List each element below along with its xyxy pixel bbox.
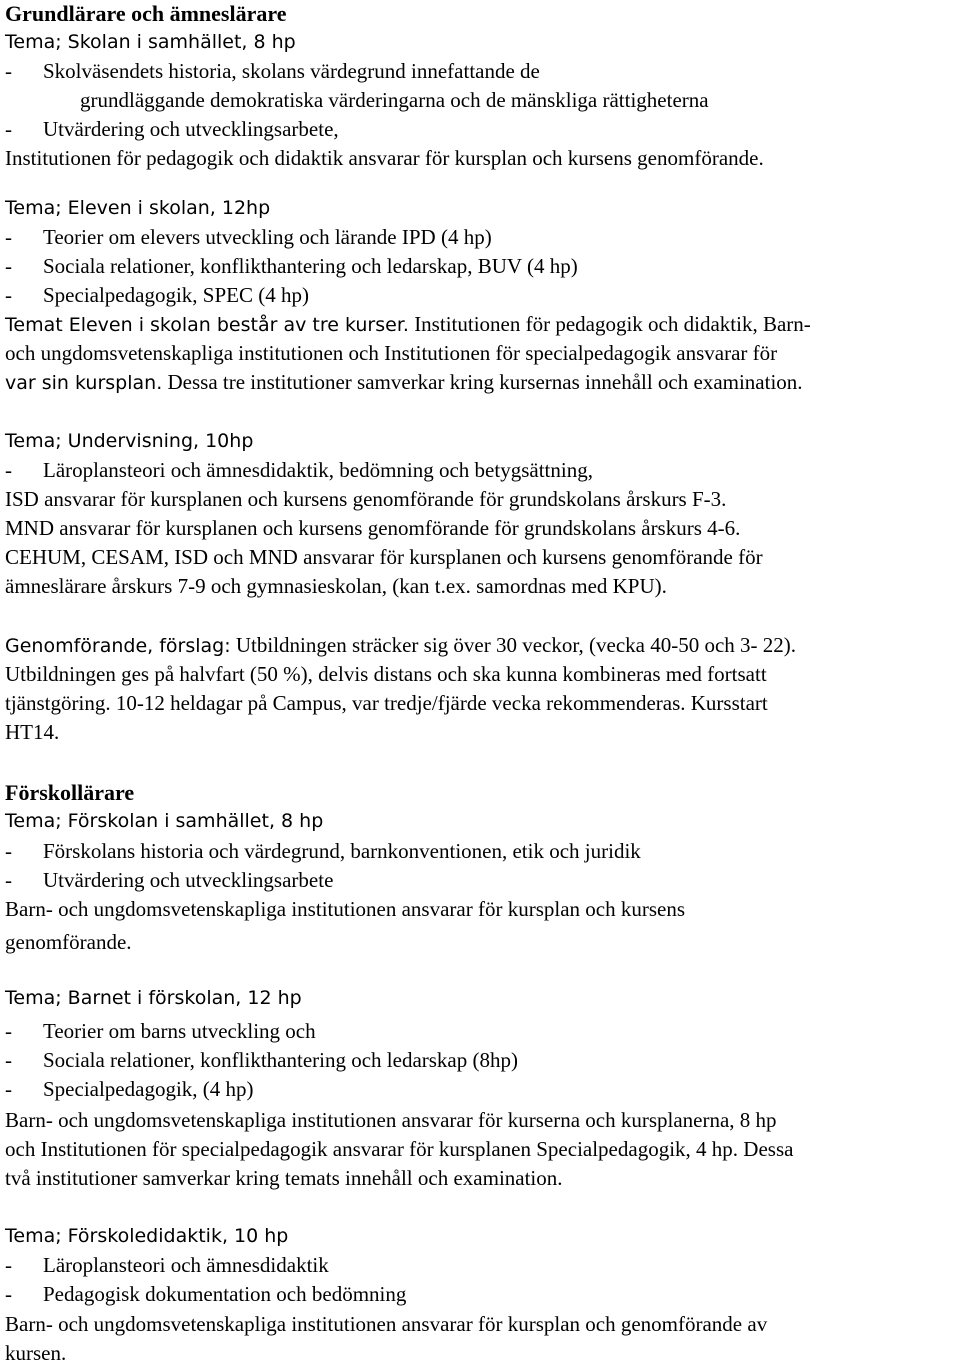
- paragraph-line: ämneslärare årskurs 7-9 och gymnasieskolan, (kan t.ex. samordnas med KPU).: [5, 574, 667, 598]
- list-dash: -: [5, 283, 12, 307]
- list-item: [5, 866, 333, 895]
- list-item-text: Utvärdering och utvecklingsarbete: [43, 868, 334, 892]
- list-dash: -: [5, 1253, 12, 1277]
- list-dash: -: [5, 117, 12, 141]
- paragraph-text: Utbildningen sträcker sig över 30 veckor, (vecka 40-50 och 3- 22).: [230, 633, 797, 657]
- paragraph-line: [5, 631, 796, 660]
- list-item: [5, 1280, 406, 1309]
- list-dash: -: [5, 1019, 12, 1043]
- paragraph-line: [5, 368, 803, 397]
- list-item: [5, 1046, 518, 1075]
- list-item: [5, 281, 309, 310]
- paragraph-line: Institutionen för pedagogik och didaktik ansvarar för kursplan och kursens genomförande.: [5, 146, 764, 170]
- theme-title-barnet-i-forskolan: Tema; Barnet i förskolan, 12 hp: [5, 987, 302, 1009]
- list-item-text: Utvärdering och utvecklingsarbete,: [43, 117, 339, 141]
- list-item-text: Skolväsendets historia, skolans värdegrund innefattande de: [43, 59, 540, 83]
- paragraph-line: och ungdomsvetenskapliga institutionen och Institutionen för specialpedagogik ansvarar för: [5, 341, 778, 365]
- list-item: [5, 252, 578, 281]
- list-item-text: Sociala relationer, konflikthantering och ledarskap (8hp): [43, 1048, 518, 1072]
- theme-title-eleven-i-skolan: Tema; Eleven i skolan, 12hp: [5, 197, 271, 219]
- list-dash: -: [5, 1048, 12, 1072]
- paragraph-line: kursen.: [5, 1341, 67, 1365]
- paragraph-line: CEHUM, CESAM, ISD och MND ansvarar för kursplanen och kursens genomförande för: [5, 545, 763, 569]
- list-dash: -: [5, 839, 12, 863]
- paragraph-text-sans: var sin kursplan.: [5, 372, 163, 394]
- paragraph-line: Barn- och ungdomsvetenskapliga institutionen ansvarar för kursplan och kursens: [5, 897, 686, 921]
- list-item-text: Förskolans historia och värdegrund, barnkonventionen, etik och juridik: [43, 839, 641, 863]
- genomforande-label: Genomförande, förslag:: [5, 635, 231, 657]
- list-item-text: Specialpedagogik, SPEC (4 hp): [43, 283, 309, 307]
- theme-title-forskolan-i-samhallet: Tema; Förskolan i samhället, 8 hp: [5, 810, 324, 832]
- list-item-text: Teorier om elevers utveckling och lärande IPD (4 hp): [43, 225, 492, 249]
- paragraph-line: två institutioner samverkar kring temats innehåll och examination.: [5, 1166, 563, 1190]
- paragraph-line: HT14.: [5, 720, 60, 744]
- theme-title-skolan-i-samhallet: Tema; Skolan i samhället, 8 hp: [5, 31, 296, 53]
- list-item-text: Teorier om barns utveckling och: [43, 1019, 316, 1043]
- list-item: [5, 223, 492, 252]
- list-dash: -: [5, 59, 12, 83]
- heading-grundlarare: Grundlärare och ämneslärare: [5, 1, 287, 26]
- list-item: [5, 1251, 329, 1280]
- paragraph-line: Barn- och ungdomsvetenskapliga institutionen ansvarar för kurserna och kursplanerna, 8 hp: [5, 1108, 777, 1132]
- list-item: [5, 1017, 316, 1046]
- paragraph-text-sans: Temat Eleven i skolan består av tre kurser.: [5, 314, 409, 336]
- list-item-continuation: grundläggande demokratiska värderingarna och de mänskliga rättigheterna: [80, 88, 709, 112]
- list-item: [5, 1075, 254, 1104]
- paragraph-line: genomförande.: [5, 930, 132, 954]
- list-item: [5, 115, 339, 144]
- list-dash: -: [5, 458, 12, 482]
- heading-forskollarare: Förskollärare: [5, 780, 135, 805]
- list-item-text: Specialpedagogik, (4 hp): [43, 1077, 254, 1101]
- paragraph-text: Dessa tre institutioner samverkar kring kursernas innehåll och examination.: [162, 370, 803, 394]
- paragraph-line: Barn- och ungdomsvetenskapliga institutionen ansvarar för kursplan och genomförande av: [5, 1312, 768, 1336]
- paragraph-text: Institutionen för pedagogik och didaktik, Barn-: [408, 312, 811, 336]
- list-item: [5, 837, 641, 866]
- list-item-text: Läroplansteori och ämnesdidaktik: [43, 1253, 329, 1277]
- paragraph-line: ISD ansvarar för kursplanen och kursens genomförande för grundskolans årskurs F-3.: [5, 487, 727, 511]
- list-dash: -: [5, 868, 12, 892]
- list-item: [5, 456, 593, 485]
- list-item-text: Sociala relationer, konflikthantering och ledarskap, BUV (4 hp): [43, 254, 578, 278]
- list-dash: -: [5, 225, 12, 249]
- list-item: [5, 57, 540, 86]
- list-item-text: Läroplansteori och ämnesdidaktik, bedömning och betygsättning,: [43, 458, 593, 482]
- paragraph-line: [5, 310, 811, 339]
- list-dash: -: [5, 1282, 12, 1306]
- paragraph-line: Utbildningen ges på halvfart (50 %), delvis distans och ska kunna kombineras med fortsatt: [5, 662, 767, 686]
- theme-title-undervisning: Tema; Undervisning, 10hp: [5, 430, 254, 452]
- paragraph-line: MND ansvarar för kursplanen och kursens genomförande för grundskolans årskurs 4-6.: [5, 516, 741, 540]
- paragraph-line: och Institutionen för specialpedagogik ansvarar för kursplanen Specialpedagogik, 4 hp. Dessa: [5, 1137, 794, 1161]
- list-dash: -: [5, 1077, 12, 1101]
- list-item-text: Pedagogisk dokumentation och bedömning: [43, 1282, 407, 1306]
- paragraph-line: tjänstgöring. 10-12 heldagar på Campus, var tredje/fjärde vecka rekommenderas. Kursstart: [5, 691, 768, 715]
- list-dash: -: [5, 254, 12, 278]
- theme-title-forskoledidaktik: Tema; Förskoledidaktik, 10 hp: [5, 1225, 289, 1247]
